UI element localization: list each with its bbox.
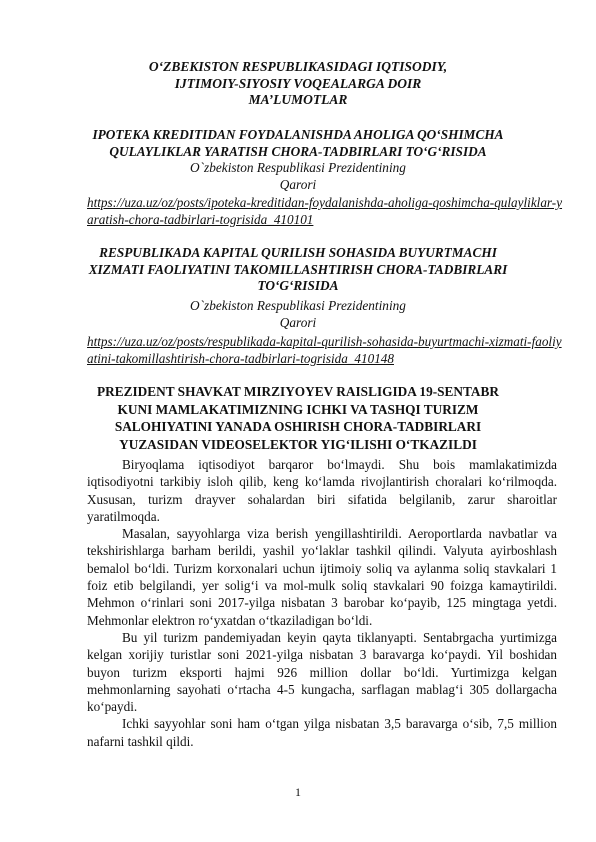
item2-source xyxy=(100,297,496,331)
item2-source-line: Qarori xyxy=(279,315,317,330)
item2-title-line: XIZMATI FAOLIYATINI TAKOMILLASHTIRISH CHORA-TADBIRLARI xyxy=(88,261,508,277)
item1-source-line: Qarori xyxy=(279,177,317,192)
page-number: 1 xyxy=(295,785,301,799)
item1-title-line: QULAYLIKLAR YARATISH CHORA-TADBIRLARI TO‘G‘RISIDA xyxy=(109,143,487,159)
article-paragraph: Biryoqlama iqtisodiyot barqaror bo‘lmaydi. Shu bois mamlakatimizda iqtisodiyotni tarkibiy isloh qilib, keng ko‘lamda rivojlantirish choralari ko‘rilmoqda. Xususan, turizm drayver sohalardan biri sifatida belgilanib, zarur sharoitlar yaratilmoqda. xyxy=(87,457,557,524)
article-paragraph: Masalan, sayyohlarga viza berish yengillashtirildi. Aeroportlarda navbatlar va tekshirishlarga barham berildi, yashil yo‘laklar tashkil qilindi. Valyuta ayirboshlash bemalol bo‘ldi. Turizm korxonalari uchun ijtimoiy soliq va aylanma soliq stavkalari 1 foiz etib belgilandi, yer solig‘i va mol-mulk soliq stavkalari 90 foizga kamaytirildi. Mehmon o‘rinlari soni 2017-yilga nisbatan 3 barobar ko‘payib, 125 mingtaga yetdi. Mehmonlar elektron ro‘yxatdan o‘tkaziladigan bo‘ldi. xyxy=(87,526,557,628)
article-body xyxy=(87,456,557,750)
item1-title xyxy=(60,127,536,160)
page-title xyxy=(60,59,536,109)
item2-title xyxy=(60,245,536,295)
page-title-line: IJTIMOIY-SIYOSIY VOQEALARGA DOIR xyxy=(174,75,422,91)
article-title-line: PREZIDENT SHAVKAT MIRZIYOYEV RAISLIGIDA 19-SENTABR xyxy=(97,384,499,399)
item1-title-line: IPOTEKA KREDITIDAN FOYDALANISHDA AHOLIGA QO‘SHIMCHA xyxy=(92,127,504,142)
item1-source xyxy=(100,159,496,193)
item1-source-line: O`zbekiston Respublikasi Prezidentining xyxy=(190,160,406,175)
item2-source-line: O`zbekiston Respublikasi Prezidentining xyxy=(190,298,406,313)
article-title xyxy=(60,383,536,453)
page-title-line: O‘ZBEKISTON RESPUBLIKASIDAGI IQTISODIY, xyxy=(148,59,448,74)
article-paragraph: Bu yil turizm pandemiyadan keyin qayta tiklanyapti. Sentabrgacha yurtimizga kelgan xorijiy turistlar soni 2021-yilga nisbatan 3 baravarga ko‘paydi. Yil boshidan buyon turizm eksporti hajmi 926 million dollar bo‘ldi. Yurtimizga kelgan mehmonlarning sayohati o‘rtacha 4-5 kungacha, sarflagan mablag‘i 305 dollargacha ko‘paydi. xyxy=(87,629,557,715)
item2-title-line: TO‘G‘RISIDA xyxy=(257,278,339,293)
article-title-line: KUNI MAMLAKATIMIZNING ICHKI VA TASHQI TURIZM xyxy=(117,401,479,417)
article-paragraph: Ichki sayyohlar soni ham o‘tgan yilga nisbatan 3,5 baravarga o‘sib, 7,5 million nafarni tashkil qildi. xyxy=(87,716,557,749)
page-title-line: MA’LUMOTLAR xyxy=(248,92,348,107)
item1-link[interactable]: https://uza.uz/oz/posts/ipoteka-kreditidan-foydalanishda-aholiga-qoshimcha-qulayliklar-yaratish-chora-tadbirlari-togrisida_410101 xyxy=(87,195,563,227)
article-title-line: SALOHIYATINI YANADA OSHIRISH CHORA-TADBIRLARI xyxy=(114,419,482,434)
item2-link[interactable]: https://uza.uz/oz/posts/respublikada-kapital-qurilish-sohasida-buyurtmachi-xizmati-faoliyatini-takomillashtirish-chora-tadbirlari-togrisida_410148 xyxy=(87,334,562,366)
article-title-line: YUZASIDAN VIDEOSELEKTOR YIG‘ILISHI O‘TKAZILDI xyxy=(119,436,477,452)
item2-title-line: RESPUBLIKADA KAPITAL QURILISH SOHASIDA BUYURTMACHI xyxy=(99,245,497,260)
